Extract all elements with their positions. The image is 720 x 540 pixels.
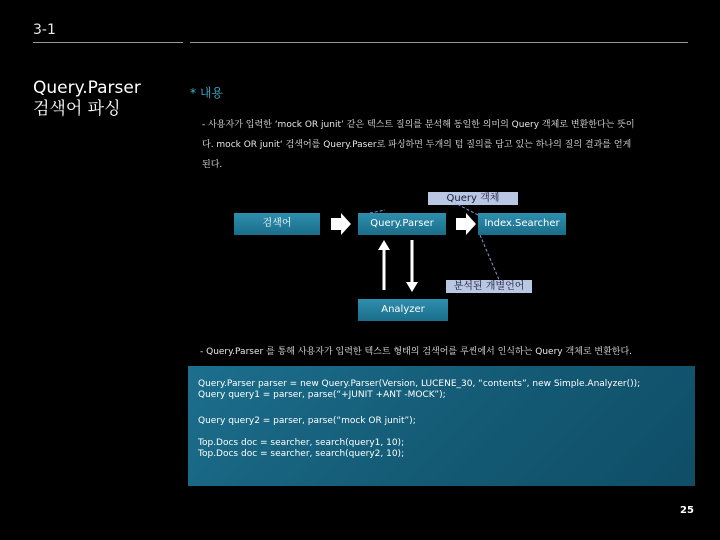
code-line: Top.Docs doc = searcher, search(query2, 10); (198, 449, 405, 459)
code-line: Query.Parser parser = new Query.Parser(Version, LUCENE_30, “contents”, new Simple.Analyzer()); (198, 379, 641, 389)
query-object-label: Query 객체 (428, 192, 518, 205)
code-example-panel (188, 366, 695, 486)
side-title-line2: 검색어 파싱 (33, 99, 121, 119)
page-number: 25 (680, 505, 694, 516)
content-heading: * 내용 (190, 86, 223, 100)
arrow-right-icon (331, 213, 351, 235)
search-term-box: 검색어 (234, 213, 320, 235)
side-title-line1: Query.Parser (33, 78, 141, 98)
analyzed-terms-label: 분석된 개별언어 (446, 280, 532, 293)
code-line: Query query2 = parser, parse(“mock OR junit”); (198, 416, 416, 426)
dashed-connector (455, 203, 478, 215)
section-number: 3-1 (33, 22, 56, 38)
code-line: Query query1 = parser, parse(“+JUNIT +ANT -MOCK”); (198, 390, 446, 400)
analyzer-box: Analyzer (358, 299, 448, 321)
code-line: Top.Docs doc = searcher, search(query1, 10); (198, 438, 405, 448)
index-searcher-box: Index.Searcher (478, 213, 566, 235)
query-parser-box: Query.Parser (358, 213, 446, 235)
arrow-right-icon (456, 213, 476, 235)
dashed-connector (480, 235, 500, 282)
paragraph-line: 다. mock OR junit‘ 검색어를 Query.Paser로 파싱하면 두개의 텀 질의를 담고 있는 하나의 질의 결과를 얻게 (202, 140, 632, 150)
paragraph-line: - 사용자가 입력한 ‘mock OR junit’ 같은 텍스트 질의를 분석해 동일한 의미의 Query 객체로 변환한다는 뜻이 (202, 120, 635, 130)
paragraph-line: 된다. (202, 160, 223, 170)
parser-note: - Query.Parser 를 통해 사용자가 입력한 텍스트 형태의 검색어를 루씬에서 인식하는 Query 객체로 변환한다. (200, 347, 633, 357)
